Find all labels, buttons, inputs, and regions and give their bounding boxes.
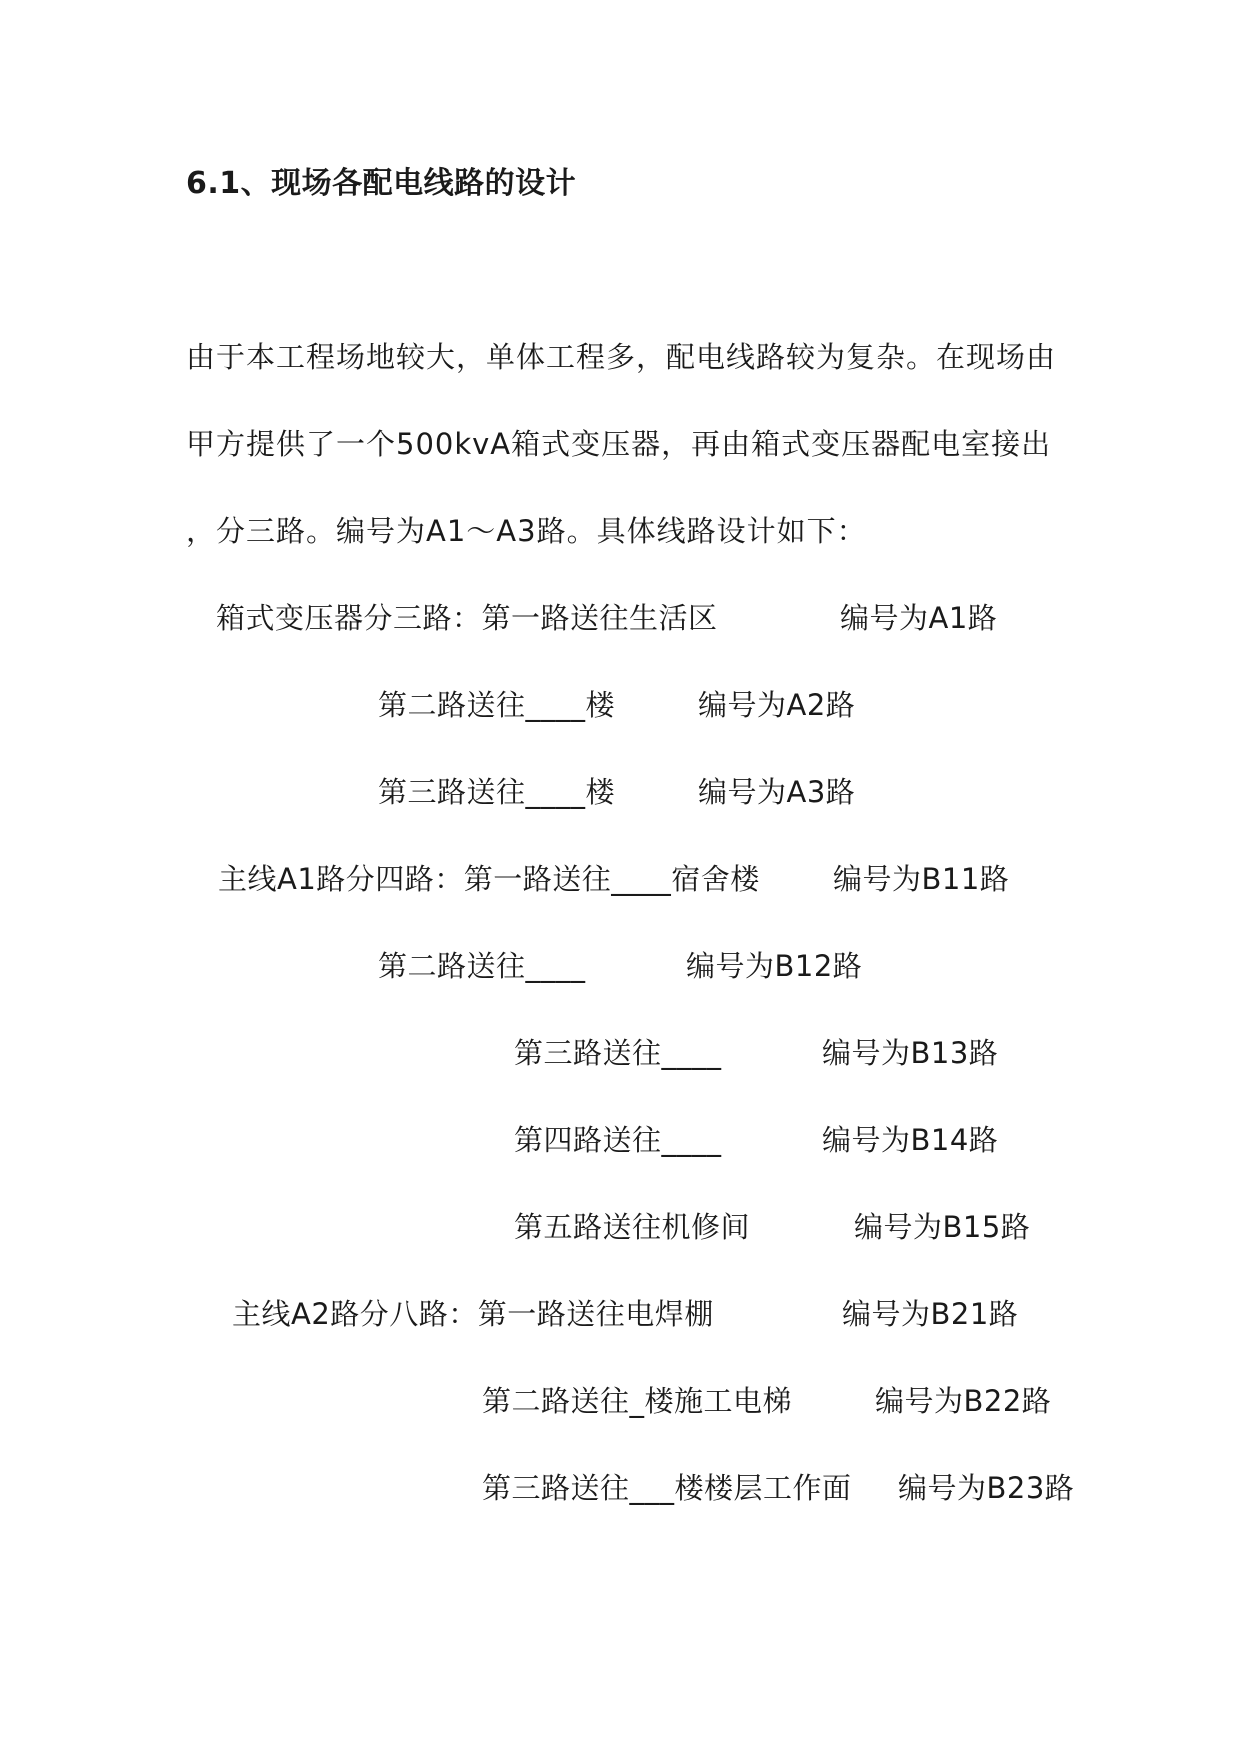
line-code: 编号为B21路 bbox=[842, 1297, 1019, 1331]
line-text: 第二路送往_楼施工电梯 bbox=[482, 1384, 793, 1418]
line-code: 编号为B11路 bbox=[833, 862, 1010, 896]
line-code: 编号为A1路 bbox=[840, 601, 998, 635]
line-code: 编号为B12路 bbox=[686, 949, 863, 983]
line-code: 编号为B22路 bbox=[875, 1384, 1052, 1418]
line-code: 编号为A2路 bbox=[698, 688, 856, 722]
paragraph-line-2: 甲方提供了一个500kvA箱式变压器，再由箱式变压器配电室接出 bbox=[186, 427, 1052, 461]
paragraph-line-1: 由于本工程场地较大，单体工程多，配电线路较为复杂。在现场由 bbox=[186, 340, 1057, 374]
line-text: 第二路送往____楼 bbox=[378, 688, 616, 722]
line-text: 箱式变压器分三路：第一路送往生活区 bbox=[216, 601, 718, 635]
line-text: 第三路送往____ bbox=[514, 1036, 722, 1070]
paragraph-line-3: ，分三路。编号为A1～A3路。具体线路设计如下： bbox=[186, 514, 867, 548]
line-text: 第三路送往____楼 bbox=[378, 775, 616, 809]
line-code: 编号为A3路 bbox=[698, 775, 856, 809]
line-text: 第二路送往____ bbox=[378, 949, 586, 983]
line-code: 编号为B14路 bbox=[822, 1123, 999, 1157]
line-text: 主线A1路分四路：第一路送往____宿舍楼 bbox=[218, 862, 760, 896]
line-code: 编号为B23路 bbox=[898, 1471, 1075, 1505]
line-code: 编号为B15路 bbox=[854, 1210, 1031, 1244]
line-text: 主线A2路分八路：第一路送往电焊棚 bbox=[232, 1297, 714, 1331]
section-heading: 6.1、现场各配电线路的设计 bbox=[186, 166, 577, 201]
line-text: 第三路送往___楼楼层工作面 bbox=[482, 1471, 852, 1505]
line-code: 编号为B13路 bbox=[822, 1036, 999, 1070]
line-text: 第四路送往____ bbox=[514, 1123, 722, 1157]
line-text: 第五路送往机修间 bbox=[514, 1210, 751, 1244]
